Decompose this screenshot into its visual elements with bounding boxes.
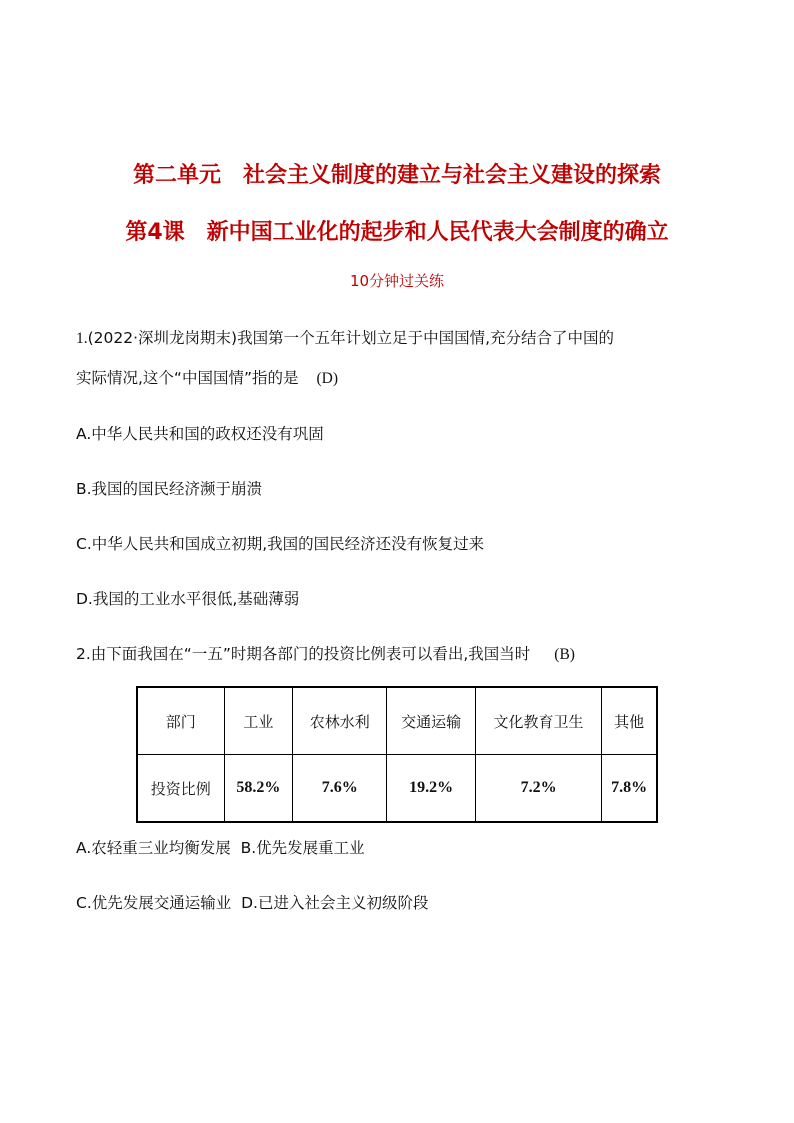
table-cell: 7.8% (602, 755, 657, 823)
question-1-stem-1: 我国第一个五年计划立足于中国国情,充分结合了中国的 (237, 329, 615, 347)
question-1-option-a: A.中华人民共和国的政权还没有巩固 (76, 425, 324, 443)
question-1-number: 1. (76, 330, 88, 347)
question-2-stem-line (76, 644, 575, 665)
question-1-option-d: D.我国的工业水平很低,基础薄弱 (76, 590, 300, 608)
table-header-cell: 部门 (137, 687, 224, 755)
table-header-cell: 其他 (602, 687, 657, 755)
lesson-title: 第4课 新中国工业化的起步和人民代表大会制度的确立 (125, 220, 669, 245)
table-cell: 19.2% (387, 755, 475, 823)
table-cell: 7.2% (475, 755, 601, 823)
question-1-line-1 (76, 328, 614, 349)
question-2-answer: (B) (554, 646, 575, 663)
question-1-option-c: C.中华人民共和国成立初期,我国的国民经济还没有恢复过来 (76, 535, 485, 553)
subtitle: 10分钟过关练 (349, 272, 445, 290)
question-1-source: (2022·深圳龙岗期末) (87, 329, 238, 347)
question-1-line-2 (76, 368, 338, 389)
question-2-options-line-1: A.农轻重三业均衡发展 B.优先发展重工业 (76, 839, 365, 857)
question-1-stem-2: 实际情况,这个“中国国情”指的是 (76, 369, 299, 387)
question-1-answer: (D) (316, 370, 339, 387)
table-row (137, 755, 657, 823)
table-header-cell: 工业 (224, 687, 293, 755)
table-header-cell: 文化教育卫生 (475, 687, 601, 755)
table-header-cell: 投资比例 (137, 755, 224, 823)
table-header-cell: 交通运输 (387, 687, 475, 755)
question-2-options-line-2: C.优先发展交通运输业 D.已进入社会主义初级阶段 (76, 894, 429, 912)
table-cell: 7.6% (293, 755, 387, 823)
unit-title: 第二单元 社会主义制度的建立与社会主义建设的探索 (132, 163, 661, 188)
table-cell: 58.2% (224, 755, 293, 823)
investment-table (136, 686, 658, 823)
table-row (137, 687, 657, 755)
question-2-stem: 2.由下面我国在“一五”时期各部门的投资比例表可以看出,我国当时 (76, 645, 531, 663)
table-header-cell: 农林水利 (293, 687, 387, 755)
question-1-option-b: B.我国的国民经济濒于崩溃 (76, 480, 263, 498)
